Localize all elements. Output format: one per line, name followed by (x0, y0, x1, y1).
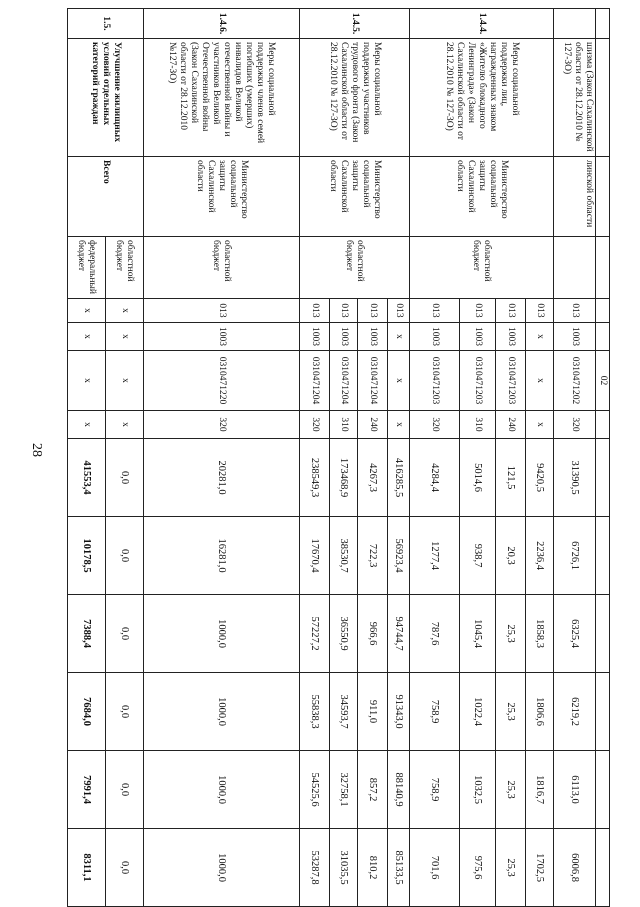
value-cell: 4284,4 (410, 439, 460, 517)
value-cell: 38530,7 (330, 517, 358, 595)
value-cell: 41553,4 (68, 439, 106, 517)
grbs-code: 013 (300, 299, 330, 323)
value-cell: 56923,4 (388, 517, 410, 595)
table-row (106, 9, 144, 907)
value-cell: 55838,3 (300, 673, 330, 751)
executor-text: Министерство социальной защиты Сахалинской области (144, 157, 300, 237)
value-cell: 53287,8 (300, 829, 330, 907)
value-cell: 32758,1 (330, 751, 358, 829)
value-cell: 722,3 (358, 517, 388, 595)
value-cell: 0,0 (106, 829, 144, 907)
measure-text: шизма (Закон Сахалинской области от 28.12.2010 № 127-ЗО) (554, 39, 596, 157)
value-cell: 5014,6 (460, 439, 496, 517)
target-code: 0310471204 (358, 351, 388, 411)
expense-code: х (106, 411, 144, 439)
expense-code: 240 (496, 411, 526, 439)
measure-text: Меры социальной поддержки участников трудового фронта (Закон Сахалинской области от 28.12.2010 № 127-ЗО) (300, 39, 410, 157)
value-cell: 1000,0 (144, 595, 300, 673)
value-cell: 787,6 (410, 595, 460, 673)
value-cell: 121,5 (496, 439, 526, 517)
value-cell: 810,2 (358, 829, 388, 907)
section-code: 1003 (144, 323, 300, 351)
value-cell: 1045,4 (460, 595, 496, 673)
value-cell: 758,9 (410, 751, 460, 829)
target-code: 0310471203 (496, 351, 526, 411)
value-cell: 238549,3 (300, 439, 330, 517)
value-cell: 6325,4 (554, 595, 596, 673)
value-cell: 938,7 (460, 517, 496, 595)
expense-code: 310 (460, 411, 496, 439)
measure-text: Улучшение жилищных условий отдельных категорий граждан (68, 39, 144, 157)
value-cell: 20,3 (496, 517, 526, 595)
value-cell: 7991,4 (68, 751, 106, 829)
value-cell: 25,3 (496, 595, 526, 673)
value-cell: 4267,3 (358, 439, 388, 517)
section-code: х (526, 323, 554, 351)
value-cell: 0,0 (106, 673, 144, 751)
executor-text: Всего (68, 157, 144, 237)
value-cell: 54525,6 (300, 751, 330, 829)
value-cell: 1022,4 (460, 673, 496, 751)
value-cell: 91343,0 (388, 673, 410, 751)
budget-source: областной бюджет (410, 237, 554, 299)
value-cell: 1816,7 (526, 751, 554, 829)
section-code: 1003 (554, 323, 596, 351)
value-cell: 31390,5 (554, 439, 596, 517)
grbs-code: 013 (358, 299, 388, 323)
expense-code: 320 (144, 411, 300, 439)
value-cell: 94744,7 (388, 595, 410, 673)
target-code: 0310471220 (144, 351, 300, 411)
section-code: 1003 (300, 323, 330, 351)
row-number: 1.5. (68, 9, 144, 39)
value-cell: 0,0 (106, 439, 144, 517)
value-cell: 758,9 (410, 673, 460, 751)
grbs-code: 013 (144, 299, 300, 323)
expense-code: 240 (358, 411, 388, 439)
executor-text: линской области (554, 157, 596, 237)
header-code: 02 (596, 351, 610, 411)
value-cell: 85133,5 (388, 829, 410, 907)
table-row (388, 9, 410, 907)
expense-code: 320 (410, 411, 460, 439)
expense-code: х (388, 411, 410, 439)
section-code: х (68, 323, 106, 351)
value-cell: 7684,0 (68, 673, 106, 751)
expense-code: 320 (554, 411, 596, 439)
grbs-code: 013 (410, 299, 460, 323)
value-cell: 10178,5 (68, 517, 106, 595)
table-header-row (596, 9, 610, 907)
value-cell: 966,6 (358, 595, 388, 673)
expense-code: 320 (300, 411, 330, 439)
value-cell: 1000,0 (144, 751, 300, 829)
value-cell: 6219,2 (554, 673, 596, 751)
value-cell: 1277,4 (410, 517, 460, 595)
target-code: 0310471202 (554, 351, 596, 411)
measure-text: Меры социальной поддержки лиц, награжденных знаком «Жителю блокадного Ленинграда» (Закон Сахалинской области от 28.12.2010 № 127-ЗО) (410, 39, 554, 157)
value-cell: 7388,4 (68, 595, 106, 673)
table-row (554, 9, 596, 907)
value-cell: 57227,2 (300, 595, 330, 673)
budget-source: областной бюджет (106, 237, 144, 299)
value-cell: 1806,6 (526, 673, 554, 751)
expense-code: 310 (330, 411, 358, 439)
value-cell: 0,0 (106, 595, 144, 673)
budget-source: областной бюджет (144, 237, 300, 299)
budget-source (554, 237, 596, 299)
section-code: 1003 (460, 323, 496, 351)
value-cell: 911,0 (358, 673, 388, 751)
value-cell: 416285,5 (388, 439, 410, 517)
page-number: 28 (29, 443, 44, 457)
value-cell: 16281,0 (144, 517, 300, 595)
section-code: 1003 (358, 323, 388, 351)
table-row (144, 9, 300, 907)
budget-table (67, 8, 610, 907)
value-cell: 1858,3 (526, 595, 554, 673)
value-cell: 6726,1 (554, 517, 596, 595)
value-cell: 25,3 (496, 829, 526, 907)
section-code: х (388, 323, 410, 351)
grbs-code: 013 (330, 299, 358, 323)
value-cell: 2236,4 (526, 517, 554, 595)
row-number: 1.4.6. (144, 9, 300, 39)
value-cell: 36550,9 (330, 595, 358, 673)
value-cell: 25,3 (496, 673, 526, 751)
target-code: 0310471203 (410, 351, 460, 411)
value-cell: 975,6 (460, 829, 496, 907)
value-cell: 17670,4 (300, 517, 330, 595)
value-cell: 9420,5 (526, 439, 554, 517)
expense-code: х (68, 411, 106, 439)
target-code: 0310471203 (460, 351, 496, 411)
value-cell: 701,6 (410, 829, 460, 907)
grbs-code: 013 (460, 299, 496, 323)
value-cell: 0,0 (106, 517, 144, 595)
budget-source: федеральный бюджет (68, 237, 106, 299)
table-row (526, 9, 554, 907)
measure-text: Меры социальной поддержки членов семей погибших (умерших) инвалидов Великой отечественной войны и участников Великой Отечественной войны (Закон Сахалинской области от 28.12.2010 №127-ЗО) (144, 39, 300, 157)
grbs-code: х (106, 299, 144, 323)
value-cell: 1032,5 (460, 751, 496, 829)
target-code: х (68, 351, 106, 411)
row-number: 1.4.5. (300, 9, 410, 39)
target-code: х (526, 351, 554, 411)
value-cell: 857,2 (358, 751, 388, 829)
grbs-code: 013 (388, 299, 410, 323)
value-cell: 1000,0 (144, 829, 300, 907)
row-number (554, 9, 596, 39)
target-code: х (106, 351, 144, 411)
value-cell: 173468,9 (330, 439, 358, 517)
value-cell: 1702,5 (526, 829, 554, 907)
section-code: 1003 (410, 323, 460, 351)
value-cell: 25,3 (496, 751, 526, 829)
target-code: 0310471204 (330, 351, 358, 411)
value-cell: 34593,7 (330, 673, 358, 751)
executor-text: Министерство социальной защиты Сахалинской области (300, 157, 410, 237)
executor-text: Министерство социальной защиты Сахалинской области (410, 157, 554, 237)
value-cell: 6006,8 (554, 829, 596, 907)
value-cell: 88140,9 (388, 751, 410, 829)
target-code: х (388, 351, 410, 411)
grbs-code: 013 (526, 299, 554, 323)
value-cell: 1000,0 (144, 673, 300, 751)
row-number: 1.4.4. (410, 9, 554, 39)
grbs-code: х (68, 299, 106, 323)
rotated-table-container (76, 8, 610, 900)
value-cell: 20281,0 (144, 439, 300, 517)
value-cell: 0,0 (106, 751, 144, 829)
expense-code: х (526, 411, 554, 439)
budget-source: областной бюджет (300, 237, 410, 299)
section-code: 1003 (496, 323, 526, 351)
grbs-code: 013 (496, 299, 526, 323)
section-code: 1003 (330, 323, 358, 351)
grbs-code: 013 (554, 299, 596, 323)
section-code: х (106, 323, 144, 351)
target-code: 0310471204 (300, 351, 330, 411)
value-cell: 8311,1 (68, 829, 106, 907)
value-cell: 31035,5 (330, 829, 358, 907)
value-cell: 6113,0 (554, 751, 596, 829)
